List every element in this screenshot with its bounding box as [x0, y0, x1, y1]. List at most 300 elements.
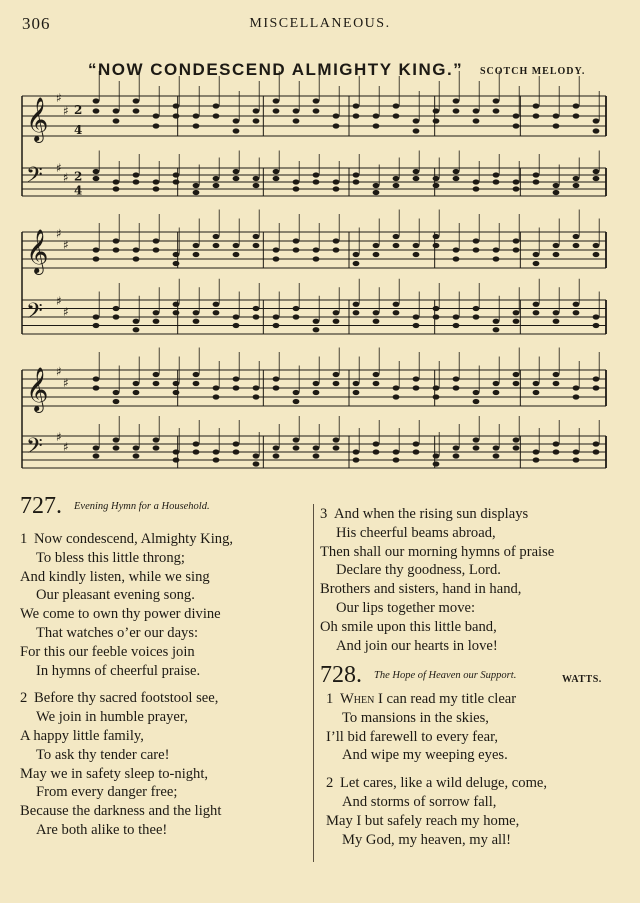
notehead — [573, 234, 580, 239]
notehead — [213, 385, 220, 390]
notehead — [473, 186, 480, 191]
notehead — [513, 186, 520, 191]
notehead — [573, 243, 580, 248]
notehead — [493, 172, 500, 177]
notehead — [153, 113, 160, 118]
verse-line: Now condescend, Almighty King, — [34, 531, 234, 547]
notehead — [93, 108, 100, 113]
notehead — [373, 113, 380, 118]
notehead — [473, 118, 480, 123]
verse-first-word: When — [340, 691, 375, 707]
notehead — [133, 108, 140, 113]
notehead — [133, 98, 140, 103]
notehead — [213, 449, 220, 454]
notehead — [553, 190, 560, 195]
notehead — [213, 302, 220, 307]
notehead — [93, 385, 100, 390]
hymn-heading-727 — [20, 493, 210, 520]
verse-line: Because the darkness and the light — [20, 803, 222, 820]
notehead — [493, 319, 500, 324]
verse — [20, 689, 308, 839]
notehead — [253, 306, 260, 311]
notehead — [153, 247, 160, 252]
notehead — [93, 445, 100, 450]
notehead — [493, 247, 500, 252]
notehead — [533, 172, 540, 177]
notehead — [93, 323, 100, 328]
notehead — [493, 108, 500, 113]
notehead — [173, 310, 180, 315]
time-signature-numerator: 2 — [74, 103, 83, 117]
notehead — [153, 319, 160, 324]
notehead — [293, 445, 300, 450]
notehead — [253, 461, 260, 466]
notehead — [133, 256, 140, 261]
notehead — [173, 179, 180, 184]
notehead — [373, 183, 380, 188]
notehead — [313, 98, 320, 103]
notehead — [153, 381, 160, 386]
notehead — [533, 381, 540, 386]
notehead — [213, 113, 220, 118]
notehead — [113, 390, 120, 395]
notehead — [153, 445, 160, 450]
notehead — [233, 385, 240, 390]
notehead — [273, 376, 280, 381]
notehead — [113, 118, 120, 123]
notehead — [153, 310, 160, 315]
verse-line: Then shall our morning hymns of praise — [320, 543, 555, 560]
notehead — [353, 381, 360, 386]
notehead — [273, 108, 280, 113]
notehead — [313, 256, 320, 261]
notehead — [193, 123, 200, 128]
notehead — [433, 234, 440, 239]
notehead — [253, 118, 260, 123]
notehead — [293, 437, 300, 442]
notehead — [273, 314, 280, 319]
notehead — [513, 238, 520, 243]
notehead — [453, 98, 460, 103]
tune-source: SCOTCH MELODY. — [480, 66, 586, 77]
notehead — [333, 372, 340, 377]
notehead — [353, 179, 360, 184]
notehead — [153, 186, 160, 191]
notehead — [233, 449, 240, 454]
notehead — [393, 302, 400, 307]
notehead — [193, 381, 200, 386]
notehead — [573, 302, 580, 307]
notehead — [493, 390, 500, 395]
notehead — [193, 372, 200, 377]
notehead — [353, 252, 360, 257]
page-number: 306 — [22, 14, 51, 33]
notehead — [473, 390, 480, 395]
notehead — [393, 103, 400, 108]
notehead — [513, 381, 520, 386]
verse-line: I can read my title clear — [374, 691, 517, 707]
notehead — [293, 118, 300, 123]
notehead — [273, 256, 280, 261]
notehead — [393, 449, 400, 454]
notehead — [433, 243, 440, 248]
verse-number: 2 — [326, 775, 334, 792]
notehead — [313, 172, 320, 177]
right-column-top — [320, 505, 620, 664]
verse — [20, 530, 308, 680]
notehead — [173, 390, 180, 395]
notehead — [433, 118, 440, 123]
notehead — [93, 256, 100, 261]
notehead — [153, 437, 160, 442]
notehead — [133, 172, 140, 177]
notehead — [353, 449, 360, 454]
notehead — [413, 449, 420, 454]
notehead — [273, 176, 280, 181]
time-signature-denominator: 4 — [74, 123, 83, 137]
notehead — [493, 98, 500, 103]
hymn-author: WATTS. — [562, 674, 602, 685]
notehead — [313, 179, 320, 184]
verse-line: Our lips together move: — [336, 599, 476, 616]
notehead — [313, 390, 320, 395]
sharp-icon: ♯ — [63, 305, 69, 320]
notehead — [413, 169, 420, 174]
verse-line: To bless this little throng; — [36, 549, 185, 566]
verse-line: Declare thy goodness, Lord. — [336, 562, 501, 579]
notehead — [273, 385, 280, 390]
notehead — [293, 399, 300, 404]
notehead — [473, 437, 480, 442]
notehead — [513, 310, 520, 315]
notehead — [593, 176, 600, 181]
notehead — [373, 243, 380, 248]
notehead — [553, 183, 560, 188]
notehead — [233, 252, 240, 257]
notehead — [353, 302, 360, 307]
notehead — [513, 123, 520, 128]
notehead — [173, 449, 180, 454]
notehead — [453, 453, 460, 458]
notehead — [253, 453, 260, 458]
notehead — [553, 243, 560, 248]
notehead — [193, 252, 200, 257]
time-signature-denominator: 4 — [74, 183, 83, 198]
notehead — [593, 252, 600, 257]
notehead — [113, 437, 120, 442]
verse-line: That watches o’er our days: — [36, 624, 199, 641]
bass-clef-icon: 𝄢 — [26, 163, 43, 194]
notehead — [353, 390, 360, 395]
notehead — [233, 176, 240, 181]
notehead — [493, 445, 500, 450]
notehead — [93, 314, 100, 319]
notehead — [593, 128, 600, 133]
verse-line: To mansions in the skies, — [342, 709, 489, 726]
notehead — [93, 176, 100, 181]
notehead — [133, 445, 140, 450]
notehead — [393, 113, 400, 118]
notehead — [553, 113, 560, 118]
notehead — [173, 252, 180, 257]
hymn-caption: Evening Hymn for a Household. — [74, 501, 210, 512]
notehead — [253, 394, 260, 399]
notehead — [493, 381, 500, 386]
time-signature-numerator: 2 — [74, 169, 83, 184]
notehead — [173, 457, 180, 462]
notehead — [433, 394, 440, 399]
sharp-icon: ♯ — [56, 364, 62, 379]
notehead — [113, 186, 120, 191]
notehead — [173, 261, 180, 266]
notehead — [213, 243, 220, 248]
running-title: MISCELLANEOUS. — [249, 16, 391, 31]
notehead — [373, 252, 380, 257]
notehead — [573, 394, 580, 399]
notehead — [353, 457, 360, 462]
notehead — [93, 453, 100, 458]
notehead — [353, 113, 360, 118]
notehead — [533, 457, 540, 462]
notehead — [173, 113, 180, 118]
notehead — [133, 319, 140, 324]
bass-clef-icon: 𝄢 — [26, 299, 43, 330]
notehead — [313, 381, 320, 386]
notehead — [513, 445, 520, 450]
notehead — [413, 385, 420, 390]
notehead — [193, 243, 200, 248]
notehead — [573, 113, 580, 118]
notehead — [133, 381, 140, 386]
notehead — [413, 252, 420, 257]
notehead — [193, 449, 200, 454]
notehead — [533, 390, 540, 395]
notehead — [173, 302, 180, 307]
verse-line: May I but safely reach my home, — [326, 812, 520, 829]
notehead — [593, 376, 600, 381]
verse-line: My God, my heaven, my all! — [342, 831, 512, 848]
verse-line: I’ll bid farewell to every fear, — [326, 728, 499, 745]
notehead — [293, 186, 300, 191]
notehead — [453, 176, 460, 181]
notehead — [593, 441, 600, 446]
notehead — [293, 314, 300, 319]
notehead — [213, 176, 220, 181]
notehead — [413, 176, 420, 181]
notehead — [313, 108, 320, 113]
verse-line: Let cares, like a wild deluge, come, — [340, 775, 548, 792]
notehead — [413, 323, 420, 328]
notehead — [513, 437, 520, 442]
notehead — [133, 327, 140, 332]
notehead — [373, 441, 380, 446]
notehead — [533, 302, 540, 307]
notehead — [413, 376, 420, 381]
notehead — [333, 186, 340, 191]
notehead — [553, 319, 560, 324]
notehead — [113, 238, 120, 243]
notehead — [273, 445, 280, 450]
notehead — [153, 238, 160, 243]
sharp-icon: ♯ — [63, 104, 69, 118]
notehead — [453, 376, 460, 381]
tune-title: “NOW CONDESCEND ALMIGHTY KING.” — [88, 60, 464, 79]
notehead — [533, 113, 540, 118]
notehead — [553, 123, 560, 128]
notehead — [113, 445, 120, 450]
verse — [320, 505, 620, 655]
notehead — [133, 247, 140, 252]
verse-line: Oh smile upon this little band, — [320, 618, 497, 635]
notehead — [133, 179, 140, 184]
notehead — [433, 183, 440, 188]
notehead — [193, 441, 200, 446]
notehead — [353, 103, 360, 108]
verse-line: Brothers and sisters, hand in hand, — [320, 581, 522, 598]
sharp-icon: ♯ — [63, 376, 69, 391]
notehead — [453, 385, 460, 390]
verse-line: Before thy sacred footstool see, — [34, 690, 219, 707]
notehead — [593, 323, 600, 328]
notehead — [293, 306, 300, 311]
notehead — [293, 247, 300, 252]
notehead — [353, 172, 360, 177]
verse-line: We join in humble prayer, — [36, 709, 188, 726]
verse-line: For this our feeble voices join — [20, 643, 195, 660]
notehead — [333, 179, 340, 184]
notehead — [453, 445, 460, 450]
notehead — [393, 234, 400, 239]
notehead — [433, 176, 440, 181]
notehead — [93, 247, 100, 252]
notehead — [173, 381, 180, 386]
notehead — [573, 457, 580, 462]
notehead — [153, 123, 160, 128]
notehead — [473, 306, 480, 311]
notehead — [113, 314, 120, 319]
notehead — [253, 183, 260, 188]
notehead — [493, 256, 500, 261]
notehead — [393, 457, 400, 462]
sharp-icon: ♯ — [63, 170, 69, 185]
notehead — [493, 453, 500, 458]
notehead — [533, 261, 540, 266]
notehead — [573, 310, 580, 315]
notehead — [453, 247, 460, 252]
verse — [326, 774, 620, 849]
notehead — [193, 190, 200, 195]
notehead — [453, 323, 460, 328]
notehead — [413, 118, 420, 123]
notehead — [133, 453, 140, 458]
notehead — [393, 385, 400, 390]
notehead — [573, 183, 580, 188]
notehead — [453, 108, 460, 113]
notehead — [173, 172, 180, 177]
verse-line: His cheerful beams abroad, — [336, 524, 496, 541]
notehead — [253, 176, 260, 181]
notehead — [93, 98, 100, 103]
notehead — [593, 169, 600, 174]
notehead — [193, 310, 200, 315]
notehead — [93, 169, 100, 174]
notehead — [373, 319, 380, 324]
notehead — [233, 243, 240, 248]
sharp-icon: ♯ — [56, 294, 62, 309]
notehead — [433, 461, 440, 466]
verse-line: May we in safety sleep to-night, — [20, 765, 209, 782]
notehead — [553, 372, 560, 377]
notehead — [333, 319, 340, 324]
notehead — [393, 310, 400, 315]
notehead — [533, 310, 540, 315]
notehead — [293, 238, 300, 243]
notehead — [233, 169, 240, 174]
notehead — [333, 445, 340, 450]
verse — [326, 690, 620, 765]
notehead — [313, 445, 320, 450]
sharp-icon: ♯ — [56, 226, 62, 241]
notehead — [233, 376, 240, 381]
notehead — [373, 381, 380, 386]
treble-clef-icon: 𝄞 — [26, 229, 49, 273]
notehead — [233, 323, 240, 328]
notehead — [553, 381, 560, 386]
left-column — [20, 530, 308, 849]
notehead — [173, 103, 180, 108]
bass-clef-icon: 𝄢 — [26, 433, 43, 464]
notehead — [333, 381, 340, 386]
notehead — [473, 108, 480, 113]
notehead — [373, 372, 380, 377]
notehead — [433, 306, 440, 311]
notehead — [493, 179, 500, 184]
notehead — [273, 247, 280, 252]
sharp-icon: ♯ — [63, 440, 69, 455]
notehead — [333, 437, 340, 442]
notehead — [313, 453, 320, 458]
notehead — [473, 247, 480, 252]
notehead — [233, 441, 240, 446]
notehead — [93, 376, 100, 381]
notehead — [233, 118, 240, 123]
column-divider — [313, 504, 314, 862]
notehead — [373, 190, 380, 195]
notehead — [413, 128, 420, 133]
sharp-icon: ♯ — [56, 161, 62, 176]
notehead — [393, 183, 400, 188]
sharp-icon: ♯ — [56, 429, 62, 444]
notehead — [513, 179, 520, 184]
notehead — [473, 238, 480, 243]
notehead — [533, 179, 540, 184]
verse-line: In hymns of cheerful praise. — [36, 662, 201, 679]
notehead — [113, 399, 120, 404]
sharp-icon: ♯ — [56, 91, 62, 105]
notehead — [573, 103, 580, 108]
notehead — [413, 243, 420, 248]
right-column-bottom — [326, 690, 620, 858]
verse-line: Are both alike to thee! — [36, 821, 168, 838]
notehead — [413, 314, 420, 319]
notehead — [453, 314, 460, 319]
notehead — [153, 179, 160, 184]
verse-line: From every danger free; — [36, 784, 178, 801]
notehead — [333, 238, 340, 243]
notehead — [293, 108, 300, 113]
notehead — [193, 183, 200, 188]
verse-number: 1 — [326, 691, 334, 707]
